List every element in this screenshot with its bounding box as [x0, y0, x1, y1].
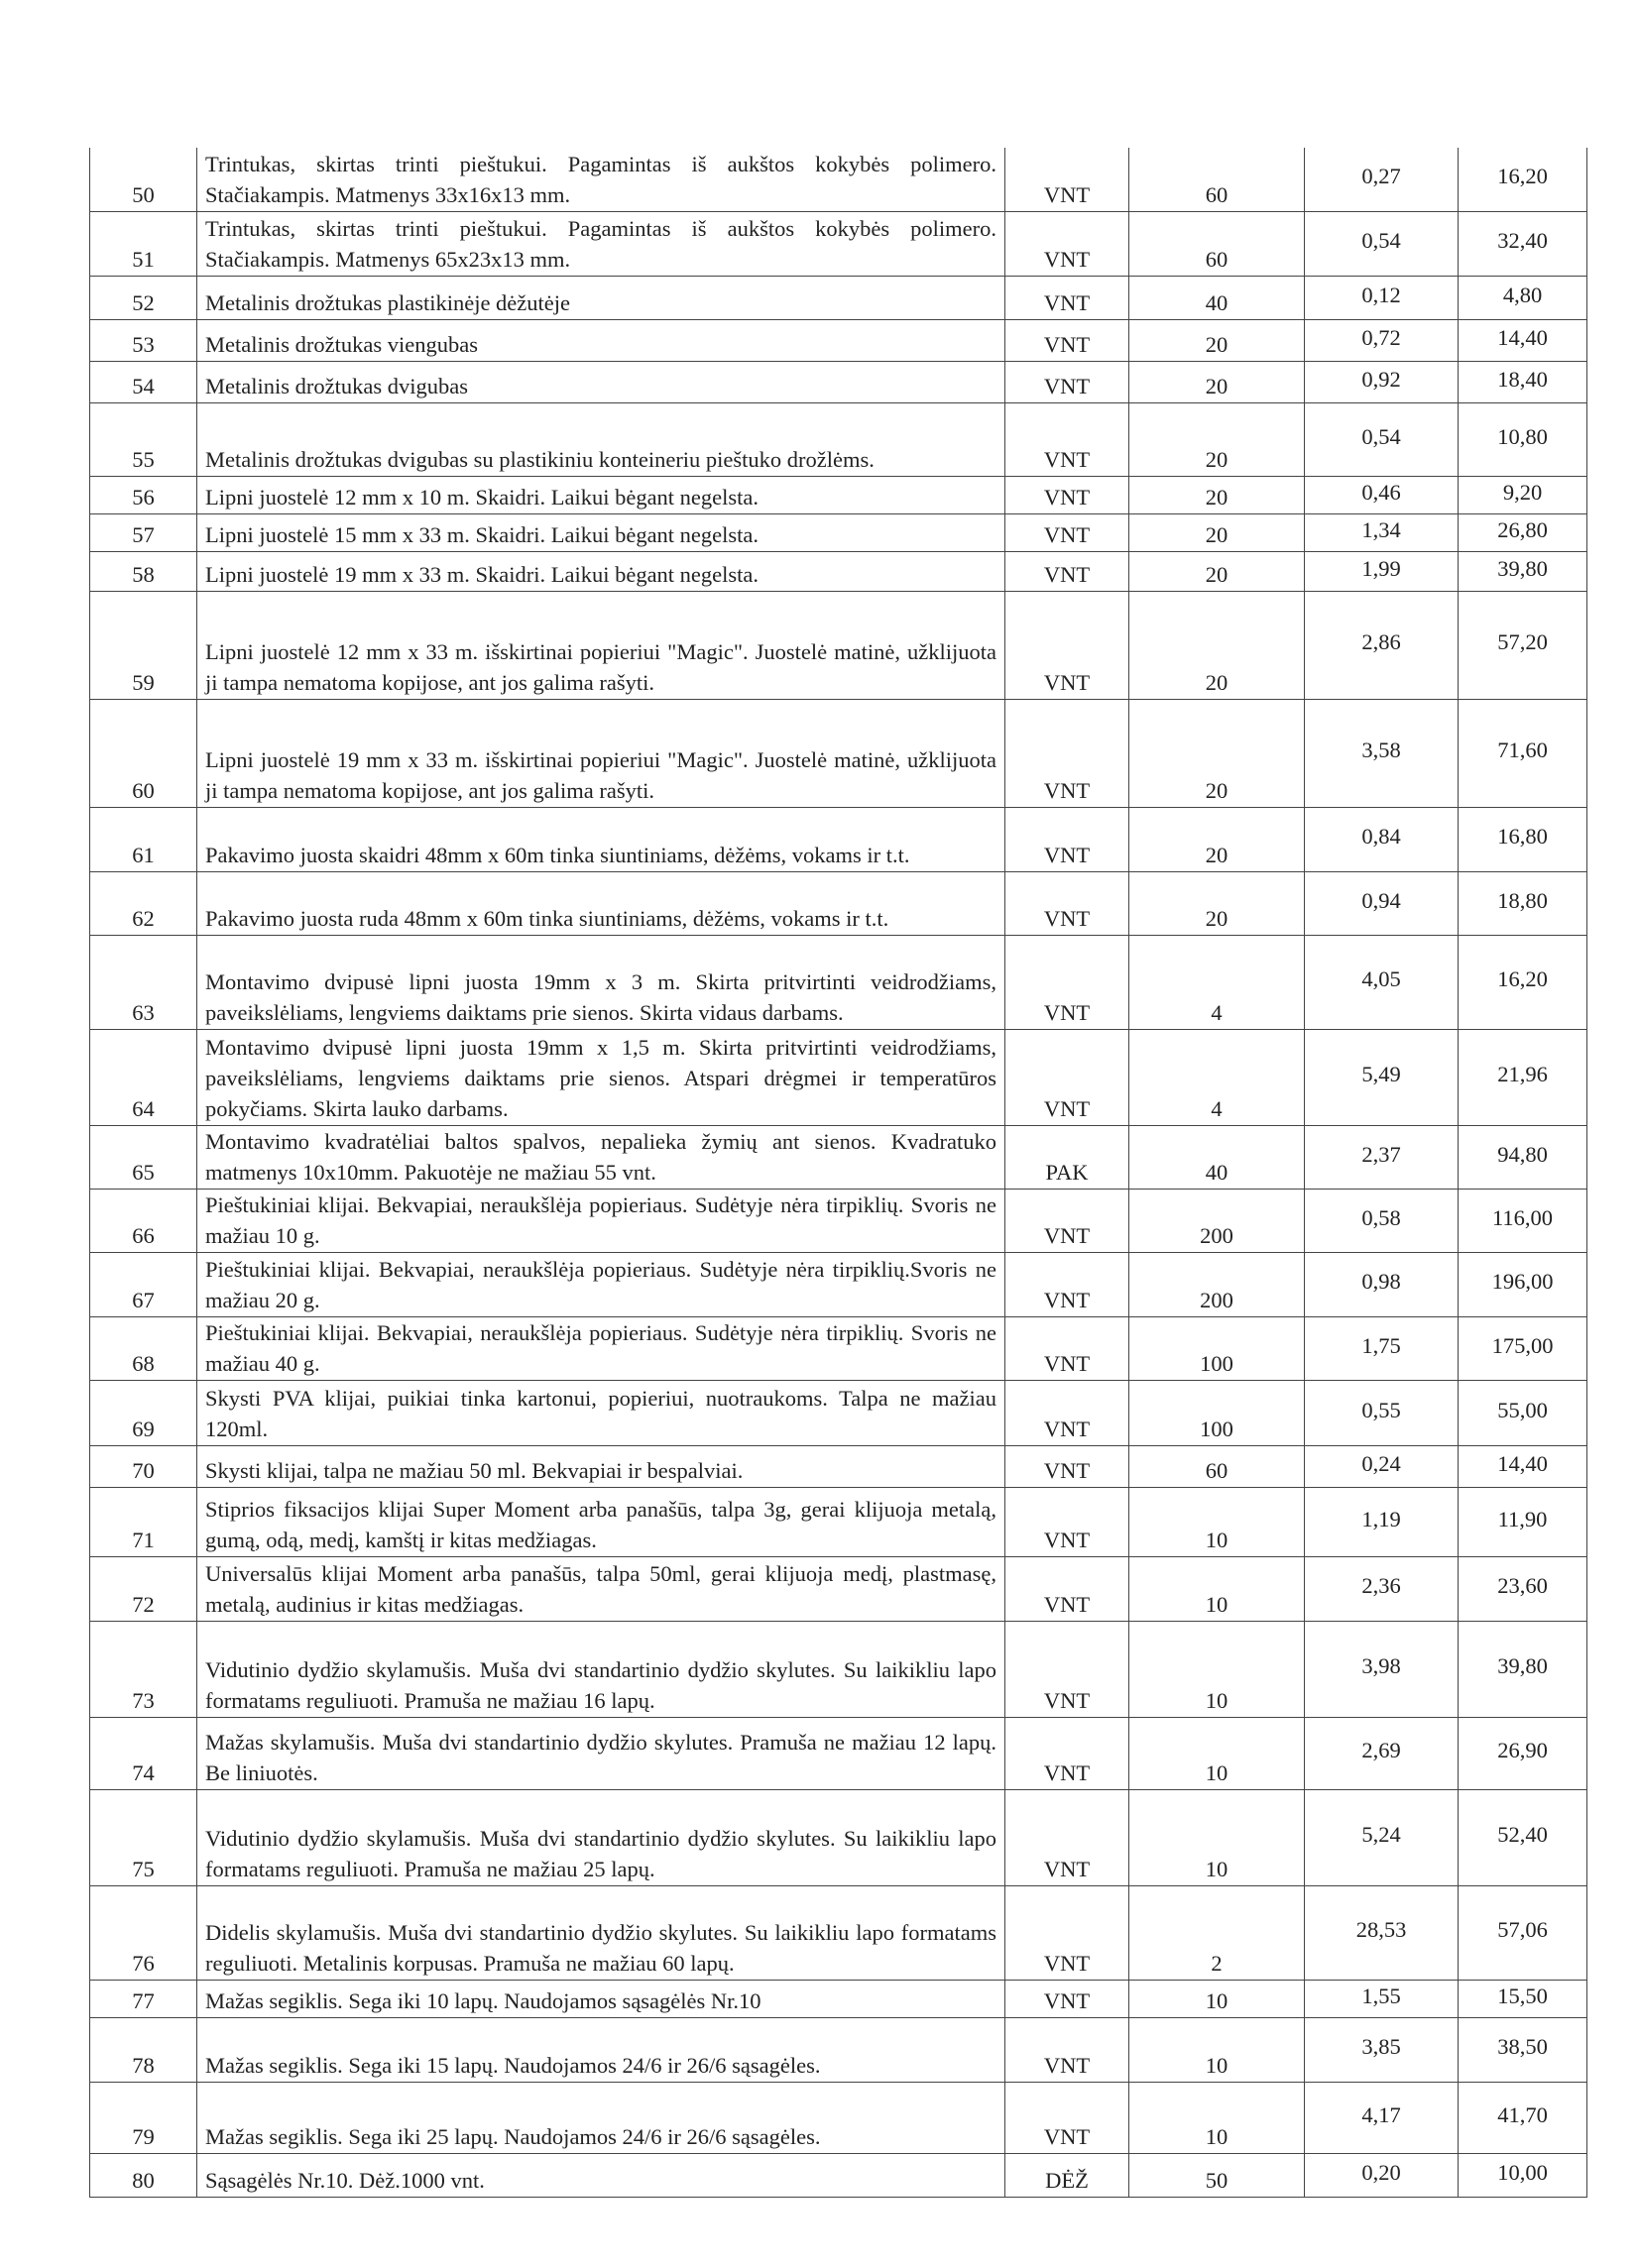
item-number: 80	[90, 2153, 197, 2197]
item-unit-price: 0,27	[1305, 148, 1459, 211]
table-row	[90, 1445, 1587, 1487]
item-quantity: 20	[1129, 476, 1305, 513]
item-unit: VNT	[1005, 476, 1129, 513]
item-number: 52	[90, 276, 197, 319]
item-unit: DĖŽ	[1005, 2153, 1129, 2197]
item-description: Metalinis drožtukas viengubas	[197, 319, 1005, 361]
item-total: 26,90	[1459, 1717, 1587, 1789]
item-number: 70	[90, 1445, 197, 1487]
item-quantity: 20	[1129, 319, 1305, 361]
item-unit-price: 0,12	[1305, 276, 1459, 319]
table-row	[90, 211, 1587, 276]
item-unit-price: 4,05	[1305, 935, 1459, 1029]
item-total: 57,20	[1459, 591, 1587, 699]
item-unit: VNT	[1005, 1621, 1129, 1717]
item-total: 38,50	[1459, 2017, 1587, 2082]
item-total: 14,40	[1459, 1445, 1587, 1487]
item-quantity: 10	[1129, 1556, 1305, 1621]
item-unit-price: 0,98	[1305, 1252, 1459, 1316]
item-description: Montavimo kvadratėliai baltos spalvos, nepalieka žymių ant sienos. Kvadratuko matmenys 10x10mm. Pakuotėje ne mažiau 55 vnt.	[197, 1125, 1005, 1189]
item-quantity: 10	[1129, 1621, 1305, 1717]
item-quantity: 20	[1129, 513, 1305, 551]
items-table	[89, 148, 1587, 2198]
item-unit-price: 5,24	[1305, 1789, 1459, 1885]
item-number: 74	[90, 1717, 197, 1789]
item-quantity: 10	[1129, 1487, 1305, 1556]
item-unit: VNT	[1005, 1380, 1129, 1445]
table-row	[90, 1189, 1587, 1252]
items-table-body	[90, 148, 1587, 2197]
table-row	[90, 2017, 1587, 2082]
item-description: Lipni juostelė 19 mm x 33 m. Skaidri. Laikui bėgant negelsta.	[197, 551, 1005, 591]
item-quantity: 20	[1129, 361, 1305, 402]
item-description: Metalinis drožtukas dvigubas su plastikiniu konteineriu pieštuko drožlėms.	[197, 402, 1005, 476]
item-total: 9,20	[1459, 476, 1587, 513]
item-unit-price: 1,19	[1305, 1487, 1459, 1556]
item-unit: VNT	[1005, 211, 1129, 276]
item-total: 52,40	[1459, 1789, 1587, 1885]
item-description: Skysti klijai, talpa ne mažiau 50 ml. Bekvapiai ir bespalviai.	[197, 1445, 1005, 1487]
table-row	[90, 319, 1587, 361]
item-description: Mažas segiklis. Sega iki 10 lapų. Naudojamos sąsagėlės Nr.10	[197, 1980, 1005, 2017]
item-unit-price: 0,55	[1305, 1380, 1459, 1445]
table-row	[90, 402, 1587, 476]
item-unit: VNT	[1005, 2082, 1129, 2153]
table-row	[90, 699, 1587, 807]
item-unit-price: 0,54	[1305, 211, 1459, 276]
item-unit: VNT	[1005, 319, 1129, 361]
item-unit-price: 3,85	[1305, 2017, 1459, 2082]
item-unit: VNT	[1005, 361, 1129, 402]
table-row	[90, 591, 1587, 699]
item-quantity: 10	[1129, 1789, 1305, 1885]
item-quantity: 20	[1129, 551, 1305, 591]
table-row	[90, 361, 1587, 402]
item-unit: VNT	[1005, 2017, 1129, 2082]
item-total: 14,40	[1459, 319, 1587, 361]
table-row	[90, 148, 1587, 211]
item-unit-price: 0,92	[1305, 361, 1459, 402]
item-number: 79	[90, 2082, 197, 2153]
item-total: 116,00	[1459, 1189, 1587, 1252]
item-number: 69	[90, 1380, 197, 1445]
item-description: Stiprios fiksacijos klijai Super Moment arba panašūs, talpa 3g, gerai klijuoja metalą, gumą, odą, medį, kamštį ir kitas medžiagas.	[197, 1487, 1005, 1556]
table-row	[90, 1487, 1587, 1556]
item-unit-price: 1,34	[1305, 513, 1459, 551]
item-unit: VNT	[1005, 591, 1129, 699]
table-row	[90, 2082, 1587, 2153]
item-number: 71	[90, 1487, 197, 1556]
item-total: 10,80	[1459, 402, 1587, 476]
item-unit-price: 2,37	[1305, 1125, 1459, 1189]
item-total: 57,06	[1459, 1885, 1587, 1980]
item-description: Lipni juostelė 19 mm x 33 m. išskirtinai popieriui "Magic". Juostelė matinė, užklijuota ji tampa nematoma kopijose, ant jos galima rašyti.	[197, 699, 1005, 807]
item-total: 4,80	[1459, 276, 1587, 319]
item-number: 51	[90, 211, 197, 276]
item-quantity: 4	[1129, 1029, 1305, 1125]
item-unit-price: 1,99	[1305, 551, 1459, 591]
item-description: Lipni juostelė 12 mm x 10 m. Skaidri. Laikui bėgant negelsta.	[197, 476, 1005, 513]
item-quantity: 200	[1129, 1189, 1305, 1252]
item-description: Universalūs klijai Moment arba panašūs, talpa 50ml, gerai klijuoja medį, plastmasę, metalą, audinius ir kitas medžiagas.	[197, 1556, 1005, 1621]
item-description: Mažas segiklis. Sega iki 25 lapų. Naudojamos 24/6 ir 26/6 sąsagėles.	[197, 2082, 1005, 2153]
item-total: 18,80	[1459, 871, 1587, 935]
item-description: Metalinis drožtukas plastikinėje dėžutėje	[197, 276, 1005, 319]
item-total: 32,40	[1459, 211, 1587, 276]
item-unit-price: 5,49	[1305, 1029, 1459, 1125]
item-total: 15,50	[1459, 1980, 1587, 2017]
table-row	[90, 1316, 1587, 1380]
item-quantity: 100	[1129, 1316, 1305, 1380]
item-total: 196,00	[1459, 1252, 1587, 1316]
item-unit-price: 2,36	[1305, 1556, 1459, 1621]
item-unit-price: 0,94	[1305, 871, 1459, 935]
item-quantity: 20	[1129, 591, 1305, 699]
item-description: Montavimo dvipusė lipni juosta 19mm x 3 m. Skirta pritvirtinti veidrodžiams, paveikslėliams, lengviems daiktams prie sienos. Skirta vidaus darbams.	[197, 935, 1005, 1029]
item-unit: VNT	[1005, 1252, 1129, 1316]
item-unit-price: 4,17	[1305, 2082, 1459, 2153]
item-unit-price: 3,58	[1305, 699, 1459, 807]
item-total: 55,00	[1459, 1380, 1587, 1445]
item-quantity: 40	[1129, 276, 1305, 319]
item-unit: VNT	[1005, 1789, 1129, 1885]
item-unit-price: 0,20	[1305, 2153, 1459, 2197]
item-quantity: 100	[1129, 1380, 1305, 1445]
item-description: Pakavimo juosta ruda 48mm x 60m tinka siuntiniams, dėžėms, vokams ir t.t.	[197, 871, 1005, 935]
item-unit: VNT	[1005, 871, 1129, 935]
item-unit: VNT	[1005, 807, 1129, 871]
table-row	[90, 1125, 1587, 1189]
table-row	[90, 476, 1587, 513]
item-number: 53	[90, 319, 197, 361]
item-unit-price: 1,75	[1305, 1316, 1459, 1380]
item-unit: VNT	[1005, 699, 1129, 807]
item-number: 59	[90, 591, 197, 699]
item-unit-price: 0,24	[1305, 1445, 1459, 1487]
item-number: 75	[90, 1789, 197, 1885]
table-row	[90, 1621, 1587, 1717]
item-unit-price: 0,72	[1305, 319, 1459, 361]
item-description: Vidutinio dydžio skylamušis. Muša dvi standartinio dydžio skylutes. Su laikikliu lapo formatams reguliuoti. Pramuša ne mažiau 25 lapų.	[197, 1789, 1005, 1885]
item-unit-price: 3,98	[1305, 1621, 1459, 1717]
item-quantity: 50	[1129, 2153, 1305, 2197]
table-row	[90, 2153, 1587, 2197]
item-quantity: 60	[1129, 148, 1305, 211]
item-description: Metalinis drožtukas dvigubas	[197, 361, 1005, 402]
item-description: Pakavimo juosta skaidri 48mm x 60m tinka siuntiniams, dėžėms, vokams ir t.t.	[197, 807, 1005, 871]
item-quantity: 10	[1129, 1980, 1305, 2017]
item-description: Pieštukiniai klijai. Bekvapiai, neraukšlėja popieriaus. Sudėtyje nėra tirpiklių. Svoris ne mažiau 40 g.	[197, 1316, 1005, 1380]
item-unit-price: 0,46	[1305, 476, 1459, 513]
item-number: 57	[90, 513, 197, 551]
table-row	[90, 807, 1587, 871]
item-unit: VNT	[1005, 935, 1129, 1029]
item-number: 78	[90, 2017, 197, 2082]
item-total: 16,20	[1459, 935, 1587, 1029]
item-number: 55	[90, 402, 197, 476]
item-total: 39,80	[1459, 551, 1587, 591]
item-total: 39,80	[1459, 1621, 1587, 1717]
item-total: 18,40	[1459, 361, 1587, 402]
item-quantity: 10	[1129, 1717, 1305, 1789]
table-row	[90, 1380, 1587, 1445]
item-quantity: 60	[1129, 1445, 1305, 1487]
table-row	[90, 551, 1587, 591]
item-description: Pieštukiniai klijai. Bekvapiai, neraukšlėja popieriaus. Sudėtyje nėra tirpiklių.Svoris ne mažiau 20 g.	[197, 1252, 1005, 1316]
table-row	[90, 1029, 1587, 1125]
item-description: Skysti PVA klijai, puikiai tinka kartonui, popieriui, nuotraukoms. Talpa ne mažiau 120ml.	[197, 1380, 1005, 1445]
item-total: 71,60	[1459, 699, 1587, 807]
table-row	[90, 935, 1587, 1029]
item-quantity: 20	[1129, 871, 1305, 935]
item-unit: VNT	[1005, 1189, 1129, 1252]
item-quantity: 4	[1129, 935, 1305, 1029]
item-quantity: 20	[1129, 807, 1305, 871]
item-description: Trintukas, skirtas trinti pieštukui. Pagamintas iš aukštos kokybės polimero. Stačiakampis. Matmenys 65x23x13 mm.	[197, 211, 1005, 276]
item-total: 10,00	[1459, 2153, 1587, 2197]
item-unit-price: 28,53	[1305, 1885, 1459, 1980]
table-row	[90, 1252, 1587, 1316]
table-row	[90, 871, 1587, 935]
item-unit-price: 0,84	[1305, 807, 1459, 871]
item-description: Trintukas, skirtas trinti pieštukui. Pagamintas iš aukštos kokybės polimero. Stačiakampis. Matmenys 33x16x13 mm.	[197, 148, 1005, 211]
item-unit: PAK	[1005, 1125, 1129, 1189]
item-unit-price: 1,55	[1305, 1980, 1459, 2017]
item-number: 56	[90, 476, 197, 513]
item-unit: VNT	[1005, 1556, 1129, 1621]
item-number: 61	[90, 807, 197, 871]
item-number: 50	[90, 148, 197, 211]
item-total: 26,80	[1459, 513, 1587, 551]
item-unit: VNT	[1005, 1316, 1129, 1380]
item-total: 94,80	[1459, 1125, 1587, 1189]
item-number: 67	[90, 1252, 197, 1316]
item-description: Montavimo dvipusė lipni juosta 19mm x 1,5 m. Skirta pritvirtinti veidrodžiams, paveikslėliams, lengviems daiktams prie sienos. Atspari drėgmei ir temperatūros pokyčiams. Skirta lauko darbams.	[197, 1029, 1005, 1125]
item-unit: VNT	[1005, 1445, 1129, 1487]
item-description: Pieštukiniai klijai. Bekvapiai, neraukšlėja popieriaus. Sudėtyje nėra tirpiklių. Svoris ne mažiau 10 g.	[197, 1189, 1005, 1252]
item-unit-price: 2,69	[1305, 1717, 1459, 1789]
item-quantity: 10	[1129, 2017, 1305, 2082]
table-row	[90, 276, 1587, 319]
item-quantity: 200	[1129, 1252, 1305, 1316]
item-total: 11,90	[1459, 1487, 1587, 1556]
item-unit: VNT	[1005, 1487, 1129, 1556]
item-total: 16,20	[1459, 148, 1587, 211]
table-row	[90, 1885, 1587, 1980]
item-description: Sąsagėlės Nr.10. Dėž.1000 vnt.	[197, 2153, 1005, 2197]
item-unit: VNT	[1005, 1980, 1129, 2017]
item-number: 64	[90, 1029, 197, 1125]
item-total: 23,60	[1459, 1556, 1587, 1621]
item-unit-price: 0,58	[1305, 1189, 1459, 1252]
item-number: 66	[90, 1189, 197, 1252]
item-number: 72	[90, 1556, 197, 1621]
item-description: Lipni juostelė 15 mm x 33 m. Skaidri. Laikui bėgant negelsta.	[197, 513, 1005, 551]
item-unit-price: 2,86	[1305, 591, 1459, 699]
item-description: Vidutinio dydžio skylamušis. Muša dvi standartinio dydžio skylutes. Su laikikliu lapo formatams reguliuoti. Pramuša ne mažiau 16 lapų.	[197, 1621, 1005, 1717]
item-unit: VNT	[1005, 276, 1129, 319]
item-quantity: 20	[1129, 402, 1305, 476]
item-unit: VNT	[1005, 1717, 1129, 1789]
item-number: 77	[90, 1980, 197, 2017]
table-row	[90, 1789, 1587, 1885]
item-number: 54	[90, 361, 197, 402]
item-number: 68	[90, 1316, 197, 1380]
item-total: 175,00	[1459, 1316, 1587, 1380]
table-row	[90, 1556, 1587, 1621]
item-number: 76	[90, 1885, 197, 1980]
item-quantity: 60	[1129, 211, 1305, 276]
item-description: Mažas segiklis. Sega iki 15 lapų. Naudojamos 24/6 ir 26/6 sąsagėles.	[197, 2017, 1005, 2082]
item-unit: VNT	[1005, 551, 1129, 591]
item-unit-price: 0,54	[1305, 402, 1459, 476]
table-row	[90, 513, 1587, 551]
item-number: 63	[90, 935, 197, 1029]
item-unit: VNT	[1005, 513, 1129, 551]
item-number: 62	[90, 871, 197, 935]
item-unit: VNT	[1005, 1029, 1129, 1125]
item-total: 21,96	[1459, 1029, 1587, 1125]
item-total: 16,80	[1459, 807, 1587, 871]
item-number: 65	[90, 1125, 197, 1189]
item-number: 60	[90, 699, 197, 807]
item-unit: VNT	[1005, 402, 1129, 476]
item-description: Didelis skylamušis. Muša dvi standartinio dydžio skylutes. Su laikikliu lapo formatams reguliuoti. Metalinis korpusas. Pramuša ne mažiau 60 lapų.	[197, 1885, 1005, 1980]
item-total: 41,70	[1459, 2082, 1587, 2153]
item-unit: VNT	[1005, 1885, 1129, 1980]
item-number: 58	[90, 551, 197, 591]
table-row	[90, 1980, 1587, 2017]
item-quantity: 2	[1129, 1885, 1305, 1980]
table-row	[90, 1717, 1587, 1789]
item-quantity: 40	[1129, 1125, 1305, 1189]
item-number: 73	[90, 1621, 197, 1717]
item-unit: VNT	[1005, 148, 1129, 211]
item-quantity: 20	[1129, 699, 1305, 807]
item-description: Lipni juostelė 12 mm x 33 m. išskirtinai popieriui "Magic". Juostelė matinė, užklijuota ji tampa nematoma kopijose, ant jos galima rašyti.	[197, 591, 1005, 699]
item-quantity: 10	[1129, 2082, 1305, 2153]
item-description: Mažas skylamušis. Muša dvi standartinio dydžio skylutes. Pramuša ne mažiau 12 lapų. Be liniuotės.	[197, 1717, 1005, 1789]
